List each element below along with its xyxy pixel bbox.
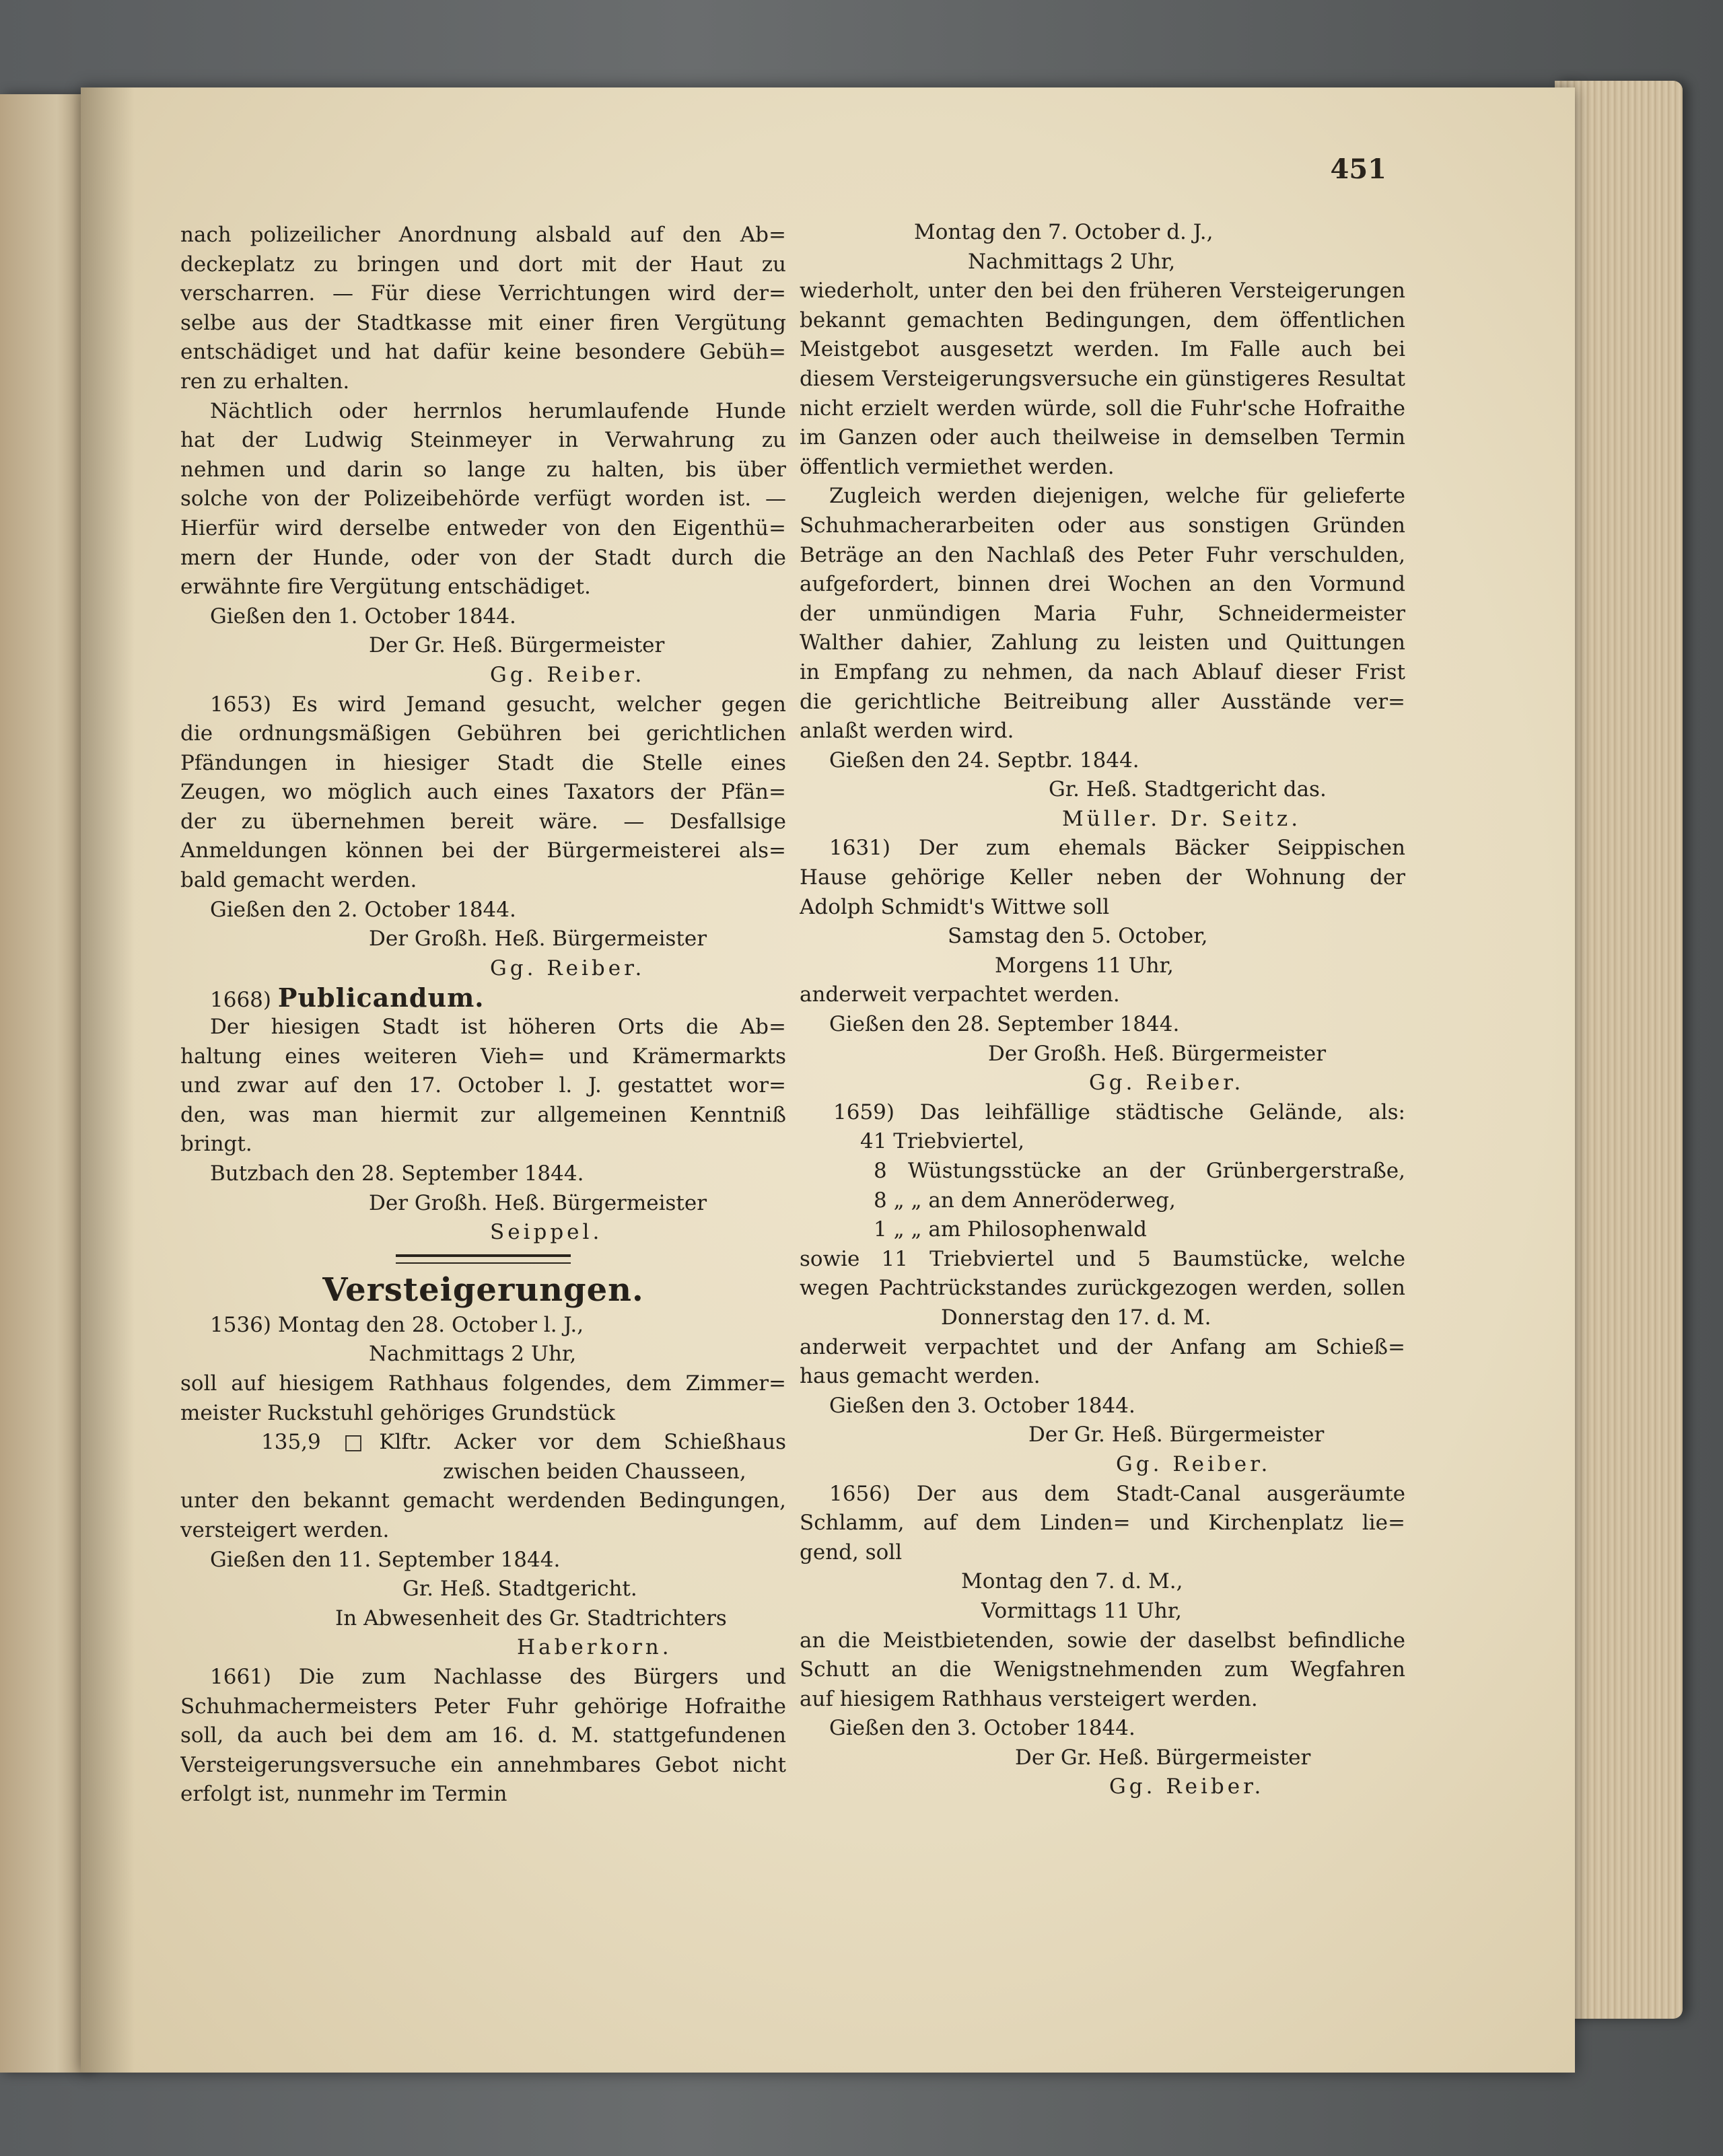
- text-line: Schuhmacherarbeiten oder aus sonstigen Gründen: [800, 513, 1405, 538]
- text-line: Montag den 7. October d. J.,: [914, 220, 1214, 244]
- text-line: gend, soll: [800, 1540, 903, 1565]
- text-line: Nächtlich oder herrnlos herumlaufende Hunde: [210, 398, 786, 423]
- text-line: 1656) Der aus dem Stadt-Canal ausgeräumte: [829, 1481, 1405, 1506]
- text-line: Gg. Reiber.: [1109, 1774, 1265, 1799]
- publicandum-heading: [180, 983, 786, 1013]
- text-line: Donnerstag den 17. d. M.: [941, 1305, 1211, 1330]
- text-line: Montag den 7. d. M.,: [961, 1569, 1183, 1594]
- text-line: Gg. Reiber.: [1089, 1071, 1244, 1095]
- text-line: 135,9 □Klftr. Acker vor dem Schießhaus: [261, 1430, 786, 1455]
- text-line: Versteigerungsversuche ein annehmbares Gebot nicht: [180, 1752, 786, 1777]
- text-line: die ordnungsmäßigen Gebühren bei gerichtlichen: [180, 721, 786, 746]
- left-column: [180, 221, 786, 1809]
- text-line: Pfändungen in hiesiger Stadt die Stelle eines: [180, 750, 786, 775]
- text-line: anderweit verpachtet werden.: [800, 982, 1120, 1007]
- text-line: In Abwesenheit des Gr. Stadtrichters: [335, 1606, 727, 1630]
- text-line: mern der Hunde, oder von der Stadt durch die: [180, 545, 786, 570]
- text-line: Nachmittags 2 Uhr,: [968, 249, 1176, 274]
- text-line: Der Großh. Heß. Bürgermeister: [369, 927, 707, 951]
- text-line: Morgens 11 Uhr,: [995, 953, 1174, 978]
- page-number: 451: [1330, 153, 1386, 185]
- text-line: 1631) Der zum ehemals Bäcker Seippischen: [829, 836, 1405, 861]
- text-line: den, was man hiermit zur allgemeinen Kenntniß: [180, 1102, 786, 1127]
- text-line: Gießen den 3. October 1844.: [829, 1393, 1135, 1418]
- text-line: 1536) Montag den 28. October l. J.,: [210, 1312, 584, 1337]
- text-line: Haberkorn.: [517, 1635, 672, 1660]
- text-line: öffentlich vermiethet werden.: [800, 454, 1115, 479]
- text-line: Gg. Reiber.: [490, 956, 645, 980]
- text-line: versteigert werden.: [180, 1517, 390, 1542]
- text-line: unter den bekannt gemacht werdenden Bedingungen,: [180, 1488, 786, 1513]
- text-line: 8 Wüstungsstücke an der Grünbergerstraße,: [874, 1159, 1405, 1183]
- text-line: Schutt an die Wenigstnehmenden zum Wegfahren: [800, 1657, 1405, 1682]
- text-line: Schuhmachermeisters Peter Fuhr gehörige Hofraithe: [180, 1694, 786, 1719]
- text-line: Hause gehörige Keller neben der Wohnung der: [800, 865, 1405, 890]
- text-line: selbe aus der Stadtkasse mit einer firen Vergütung: [180, 310, 786, 335]
- text-line: nach polizeilicher Anordnung alsbald auf den Ab=: [180, 223, 786, 247]
- text-line: Samstag den 5. October,: [948, 924, 1208, 949]
- text-line: wegen Pachtrückstandes zurückgezogen werden, sollen: [800, 1276, 1405, 1301]
- section-divider: [396, 1254, 571, 1264]
- text-line: Beträge an den Nachlaß des Peter Fuhr verschulden,: [800, 542, 1405, 567]
- text-line: Butzbach den 28. September 1844.: [210, 1161, 584, 1186]
- text-line: nicht erzielt werden würde, soll die Fuhr'sche Hofraithe: [800, 396, 1405, 421]
- text-line: verscharren. — Für diese Verrichtungen wird der=: [180, 281, 786, 306]
- text-line: im Ganzen oder auch theilweise in demselben Termin: [800, 425, 1405, 450]
- left-column-notices: [180, 221, 786, 983]
- text-line: meister Ruckstuhl gehöriges Grundstück: [180, 1400, 615, 1425]
- text-line: diesem Versteigerungsversuche ein günstigeres Resultat: [800, 366, 1405, 391]
- text-line: Der Gr. Heß. Bürgermeister: [369, 633, 665, 658]
- text-line: entschädiget und hat dafür keine besondere Gebüh=: [180, 340, 786, 365]
- text-line: 41 Triebviertel,: [860, 1129, 1025, 1154]
- text-line: Nachmittags 2 Uhr,: [369, 1342, 577, 1367]
- text-line: solche von der Polizeibehörde verfügt worden ist. —: [180, 487, 786, 511]
- text-line: haltung eines weiteren Vieh= und Krämermarkts: [180, 1044, 786, 1069]
- text-line: Gießen den 1. October 1844.: [210, 604, 516, 628]
- text-line: Der Großh. Heß. Bürgermeister: [988, 1041, 1327, 1066]
- text-line: die gerichtliche Beitreibung aller Ausstände ver=: [800, 689, 1405, 714]
- text-line: Anmeldungen können bei der Bürgermeisterei als=: [180, 838, 786, 863]
- text-line: ren zu erhalten.: [180, 369, 350, 394]
- text-line: aufgefordert, binnen drei Wochen an den Vormund: [800, 572, 1405, 597]
- text-line: Der hiesigen Stadt ist höheren Orts die Ab=: [210, 1015, 786, 1040]
- text-line: Walther dahier, Zahlung zu leisten und Quittungen: [800, 631, 1405, 655]
- text-line: 8 „ „ an dem Anneröderweg,: [874, 1188, 1176, 1213]
- text-line: anderweit verpachtet und der Anfang am Schieß=: [800, 1334, 1405, 1359]
- text-line: Hierfür wird derselbe entweder von den Eigenthü=: [180, 515, 786, 540]
- text-line: 1 „ „ am Philosophenwald: [874, 1217, 1147, 1242]
- publicandum-body: [180, 1013, 786, 1248]
- gutter-shadow: [81, 87, 135, 2073]
- text-line: Müller. Dr. Seitz.: [1062, 806, 1302, 831]
- text-line: der unmündigen Maria Fuhr, Schneidermeister: [800, 601, 1405, 626]
- section-heading-versteigerungen: Versteigerungen.: [322, 1270, 644, 1309]
- text-line: bekannt gemachten Bedingungen, dem öffentlichen: [800, 308, 1405, 332]
- text-line: erfolgt ist, nunmehr im Termin: [180, 1782, 507, 1807]
- text-line: Der Gr. Heß. Bürgermeister: [1015, 1745, 1311, 1770]
- text-line: 1653) Es wird Jemand gesucht, welcher gegen: [210, 692, 786, 717]
- text-line: anlaßt werden wird.: [800, 719, 1014, 744]
- text-line: sowie 11 Triebviertel und 5 Baumstücke, welche: [800, 1246, 1405, 1271]
- text-line: Seippel.: [490, 1220, 603, 1245]
- text-line: deckeplatz zu bringen und dort mit der Haut zu: [180, 252, 786, 277]
- publicandum-number: 1668): [210, 988, 271, 1013]
- right-column: [800, 218, 1405, 1802]
- text-line: Gießen den 28. September 1844.: [829, 1012, 1180, 1037]
- text-line: Meistgebot ausgesetzt werden. Im Falle auch bei: [800, 337, 1405, 362]
- text-line: Gießen den 2. October 1844.: [210, 897, 516, 922]
- text-line: und zwar auf den 17. October l. J. gestattet wor=: [180, 1073, 786, 1098]
- text-line: wiederholt, unter den bei den früheren Versteigerungen: [800, 279, 1405, 303]
- right-column-notices: [800, 218, 1405, 1802]
- text-line: erwähnte fire Vergütung entschädiget.: [180, 575, 591, 600]
- text-line: Gg. Reiber.: [1116, 1451, 1271, 1476]
- text-line: 1659) Das leihfällige städtische Gelände, als:: [833, 1100, 1405, 1124]
- facing-page-edge: [0, 94, 94, 2073]
- publicandum-title: Publicandum.: [277, 983, 485, 1013]
- text-line: Gießen den 11. September 1844.: [210, 1547, 561, 1572]
- text-line: Der Großh. Heß. Bürgermeister: [369, 1190, 707, 1215]
- text-line: zwischen beiden Chausseen,: [443, 1459, 746, 1484]
- text-line: nehmen und darin so lange zu halten, bis über: [180, 457, 786, 482]
- text-line: an die Meistbietenden, sowie der daselbst befindliche: [800, 1628, 1405, 1653]
- text-line: Gießen den 24. Septbr. 1844.: [829, 748, 1139, 772]
- text-line: in Empfang zu nehmen, da nach Ablauf dieser Frist: [800, 659, 1405, 684]
- text-line: Zeugen, wo möglich auch eines Taxators der Pfän=: [180, 780, 786, 805]
- text-line: Der Gr. Heß. Bürgermeister: [1028, 1423, 1325, 1447]
- text-line: soll auf hiesigem Rathhaus folgendes, dem Zimmer=: [180, 1371, 786, 1396]
- text-line: Gießen den 3. October 1844.: [829, 1716, 1135, 1741]
- text-line: soll, da auch bei dem am 16. d. M. stattgefundenen: [180, 1723, 786, 1748]
- text-line: Gr. Heß. Stadtgericht.: [402, 1577, 637, 1602]
- text-line: Adolph Schmidt's Wittwe soll: [800, 894, 1110, 919]
- publicandum-notice: [180, 983, 786, 1247]
- text-line: Gg. Reiber.: [490, 662, 645, 687]
- text-line: Schlamm, auf dem Linden= und Kirchenplatz lie=: [800, 1511, 1405, 1536]
- text-line: der zu übernehmen bereit wäre. — Desfallsige: [180, 809, 786, 834]
- text-line: Gr. Heß. Stadtgericht das.: [1049, 777, 1327, 802]
- text-line: auf hiesigem Rathhaus versteigert werden.: [800, 1686, 1258, 1711]
- auction-notices-left: [180, 1311, 786, 1809]
- text-line: haus gemacht werden.: [800, 1364, 1041, 1389]
- text-line: Zugleich werden diejenigen, welche für gelieferte: [829, 484, 1405, 509]
- text-line: hat der Ludwig Steinmeyer in Verwahrung zu: [180, 428, 786, 453]
- text-line: Vormittags 11 Uhr,: [981, 1598, 1182, 1623]
- text-line: 1661) Die zum Nachlasse des Bürgers und: [210, 1664, 786, 1689]
- text-line: bald gemacht werden.: [180, 868, 417, 893]
- text-line: bringt.: [180, 1132, 252, 1157]
